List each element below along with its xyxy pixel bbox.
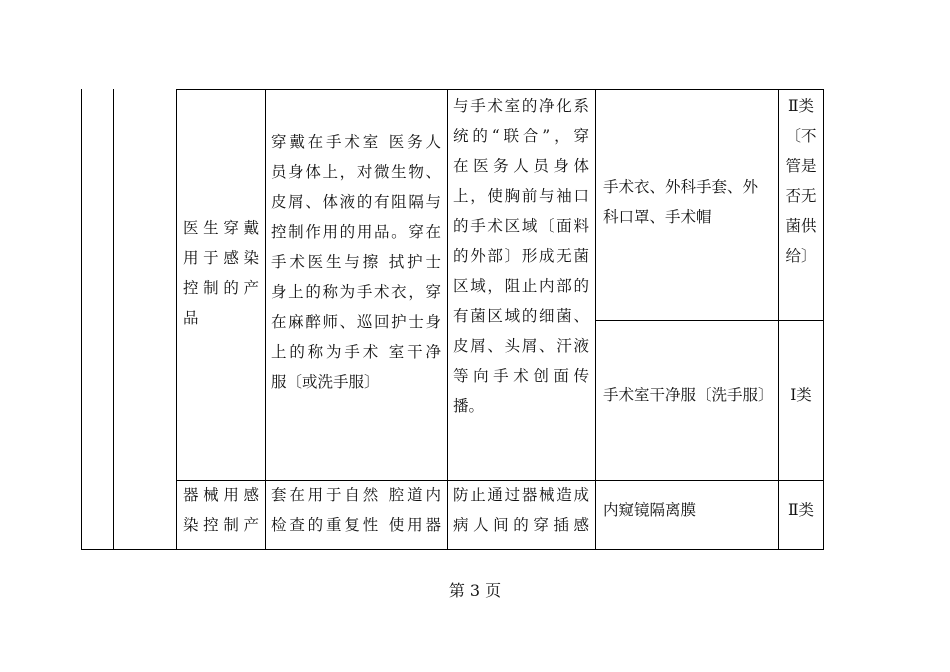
category-cell [183,480,259,540]
class-line: Ⅰ类 [790,386,812,404]
table-col-divider [595,89,596,550]
category-line: 用于感染 [183,249,259,267]
category-line: 控制的产 [183,279,259,297]
purpose-line: 防止通过器械造成 [453,486,589,504]
purpose-line: 统的“联合”，穿 [453,127,589,145]
definition-cell [271,480,441,540]
purpose-cell [453,91,589,421]
table-bottom-border [81,549,824,550]
class-line: 否无 [785,187,817,205]
class-cell [779,91,823,271]
table-left-border [81,89,82,550]
purpose-line: 区域，阻止内部的 [453,277,589,295]
table-col-divider [447,89,448,550]
definition-line: 检查的重复性 使用器 [271,516,441,534]
product-line: 科口罩、手术帽 [603,208,712,226]
category-line: 品 [183,309,199,327]
purpose-line: 播。 [453,397,485,415]
table-col-divider [113,89,114,550]
class-line: 管是 [785,157,817,175]
purpose-line: 皮屑、头屑、汗液 [453,337,589,355]
category-line: 器械用感 [183,486,259,504]
definition-line: 手术医生与擦 拭护士 [271,253,441,271]
definition-line: 套在用于自然 腔道内 [271,486,441,504]
definition-line: 员身体上，对微生物、 [271,163,441,181]
purpose-line: 的外部〕形成无菌 [453,247,589,265]
class-line: Ⅱ类 [787,97,815,115]
category-cell [183,213,259,333]
purpose-cell [453,480,589,540]
class-line: 菌供 [785,217,817,235]
table-col-divider [265,89,266,550]
class-line: 给〕 [785,247,817,265]
class-cell [779,380,823,410]
definition-line: 在麻醉师、巡回护士身 [271,313,441,331]
table-top-border [176,89,824,90]
table-inner-border [595,320,824,321]
product-cell [603,380,778,410]
purpose-line: 在医务人员身体 [453,157,589,175]
class-line: 〔不 [785,127,817,145]
category-line: 医生穿戴 [183,219,259,237]
purpose-line: 的手术区域〔面料 [453,217,589,235]
definition-line: 上的称为手术 室干净 [271,343,441,361]
definition-line: 控制作用的用品。穿在 [271,223,441,241]
definition-cell [271,127,441,397]
product-line: 手术室干净服〔洗手服〕 [603,386,774,404]
definition-line: 服〔或洗手服〕 [271,373,380,391]
purpose-line: 等向手术创面传 [453,367,589,385]
definition-line: 皮屑、体液的有阻隔与 [271,193,441,211]
purpose-line: 有菌区域的细菌、 [453,307,589,325]
table-right-border [823,89,824,550]
product-line: 手术衣、外科手套、外 [603,178,759,196]
category-line: 染控制产 [183,516,259,534]
class-cell [779,495,823,525]
definition-line: 穿戴在手术室 医务人 [271,133,441,151]
purpose-line: 与手术室的净化系 [453,97,589,115]
product-line: 内窥镜隔离膜 [603,501,697,519]
page-number: 第 3 页 [448,581,502,600]
purpose-line: 病人间的穿插感 [453,516,589,534]
class-line: Ⅱ类 [787,501,815,519]
product-cell [603,495,773,525]
product-cell [603,172,773,232]
definition-line: 身上的称为手术衣，穿 [271,283,441,301]
purpose-line: 上，使胸前与袖口 [453,187,589,205]
classification-table [81,89,824,550]
table-col-divider [176,89,177,550]
